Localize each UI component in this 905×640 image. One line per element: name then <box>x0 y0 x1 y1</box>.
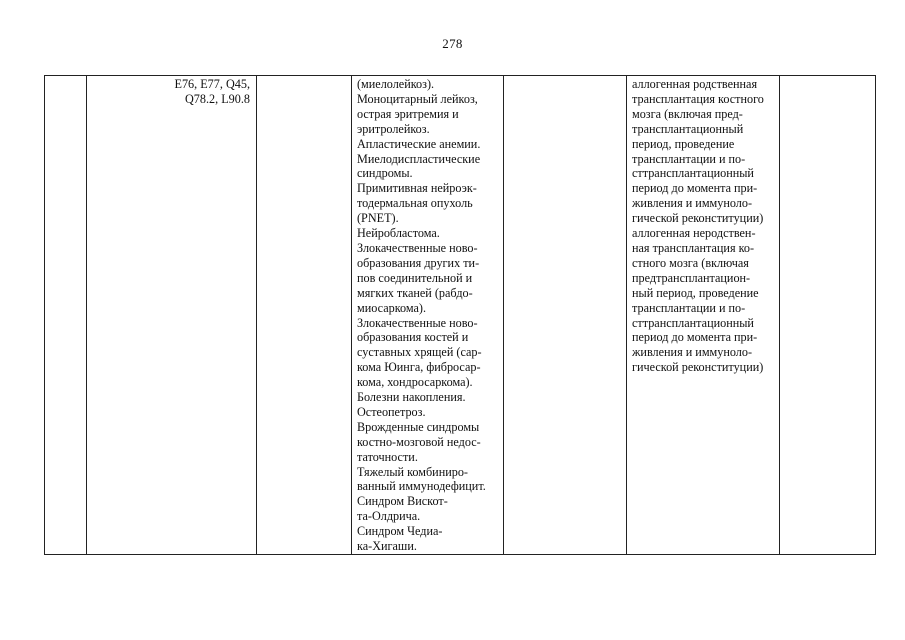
treatment-method-line: аллогенная родственная <box>632 77 758 91</box>
diagnosis-line: кома Юинга, фибросар- <box>357 360 481 375</box>
diagnosis-line: кома, хондросаркома). <box>357 375 473 390</box>
diagnosis-line: образования других ти- <box>357 255 480 270</box>
diagnosis-line: таточности. <box>357 449 418 464</box>
treatment-method-line: живления и иммуноло- <box>632 345 753 360</box>
diagnosis-line: (миелолейкоз). <box>357 77 435 91</box>
diagnosis-line: образования костей и <box>357 330 469 345</box>
treatment-method-line: период до момента при- <box>632 330 758 345</box>
diagnosis-line: эритролейкоз. <box>357 121 430 136</box>
diagnosis-line: Синдром Чедиа- <box>357 524 443 539</box>
diagnosis-line: мягких тканей (рабдо- <box>357 285 473 300</box>
diagnosis-line: Врожденные синдромы <box>357 419 480 434</box>
diagnosis-line: ка-Хигаши. <box>357 539 417 554</box>
treatment-method-line: трансплантации и по- <box>632 300 746 315</box>
disease-codes-cell <box>87 76 257 555</box>
diagnosis-text <box>352 76 503 554</box>
disease-code-line: E76, E77, Q45, <box>174 77 250 91</box>
diagnosis-line: (PNET). <box>357 211 399 226</box>
diagnosis-line: Злокачественные ново- <box>357 315 478 330</box>
treatment-method-line: период, проведение <box>632 136 735 151</box>
treatment-method-cell <box>627 76 780 555</box>
diagnosis-line: тодермальная опухоль <box>357 196 473 211</box>
diagnosis-line: суставных хрящей (сар- <box>357 345 482 360</box>
diagnosis-line: острая эритремия и <box>357 106 459 121</box>
diagnosis-line: Остеопетроз. <box>357 404 426 419</box>
diagnosis-line: костно-мозговой недос- <box>357 434 481 449</box>
diagnosis-cell <box>352 76 504 555</box>
treatment-method-line: гической реконституции) <box>632 360 764 375</box>
diagnosis-line: Примитивная нейроэк- <box>357 181 477 196</box>
empty-cell-group <box>257 76 352 555</box>
diagnosis-line: Злокачественные ново- <box>357 240 478 255</box>
disease-code-line: Q78.2, L90.8 <box>185 91 250 106</box>
treatment-method-line: стного мозга (включая <box>632 255 749 270</box>
diagnosis-line: пов соединительной и <box>357 270 473 285</box>
treatment-method-line: мозга (включая пред- <box>632 106 743 121</box>
diagnosis-line: Тяжелый комбиниро- <box>357 464 468 479</box>
diagnosis-line: Нейробластома. <box>357 226 440 241</box>
diagnosis-line: Моноцитарный лейкоз, <box>357 91 478 106</box>
empty-cell-number <box>45 76 87 555</box>
treatment-method-line: сттрансплантационный <box>632 166 754 181</box>
treatment-method-text <box>627 76 779 375</box>
treatment-method-line: трансплантация костного <box>632 91 764 106</box>
treatment-method-line: трансплантационный <box>632 121 744 136</box>
diagnosis-line: та-Олдрича. <box>357 509 421 524</box>
diagnosis-line: миосаркома). <box>357 300 427 315</box>
empty-cell-standard <box>780 76 876 555</box>
treatment-method-line: живления и иммуноло- <box>632 196 753 211</box>
treatment-method-line: трансплантации и по- <box>632 151 746 166</box>
treatment-method-line: сттрансплантационный <box>632 315 754 330</box>
diagnosis-line: синдромы. <box>357 166 413 181</box>
document-table <box>44 75 876 555</box>
treatment-method-line: аллогенная неродствен- <box>632 226 756 241</box>
diagnosis-line: Болезни накопления. <box>357 390 466 405</box>
treatment-method-line: предтрансплантацион- <box>632 270 751 285</box>
diagnosis-line: Миелодиспластические <box>357 151 481 166</box>
diagnosis-line: ванный иммунодефицит. <box>357 479 486 494</box>
disease-codes-text <box>87 76 256 107</box>
diagnosis-line: Апластические анемии. <box>357 136 481 151</box>
treatment-method-line: ная трансплантация ко- <box>632 240 755 255</box>
page-number: 278 <box>442 36 463 51</box>
empty-cell-patient-model <box>504 76 627 555</box>
treatment-method-line: ный период, проведение <box>632 285 759 300</box>
table-row <box>45 76 876 555</box>
diagnosis-line: Синдром Вискот- <box>357 494 448 509</box>
treatment-method-line: гической реконституции) <box>632 211 764 226</box>
treatment-method-line: период до момента при- <box>632 181 758 196</box>
